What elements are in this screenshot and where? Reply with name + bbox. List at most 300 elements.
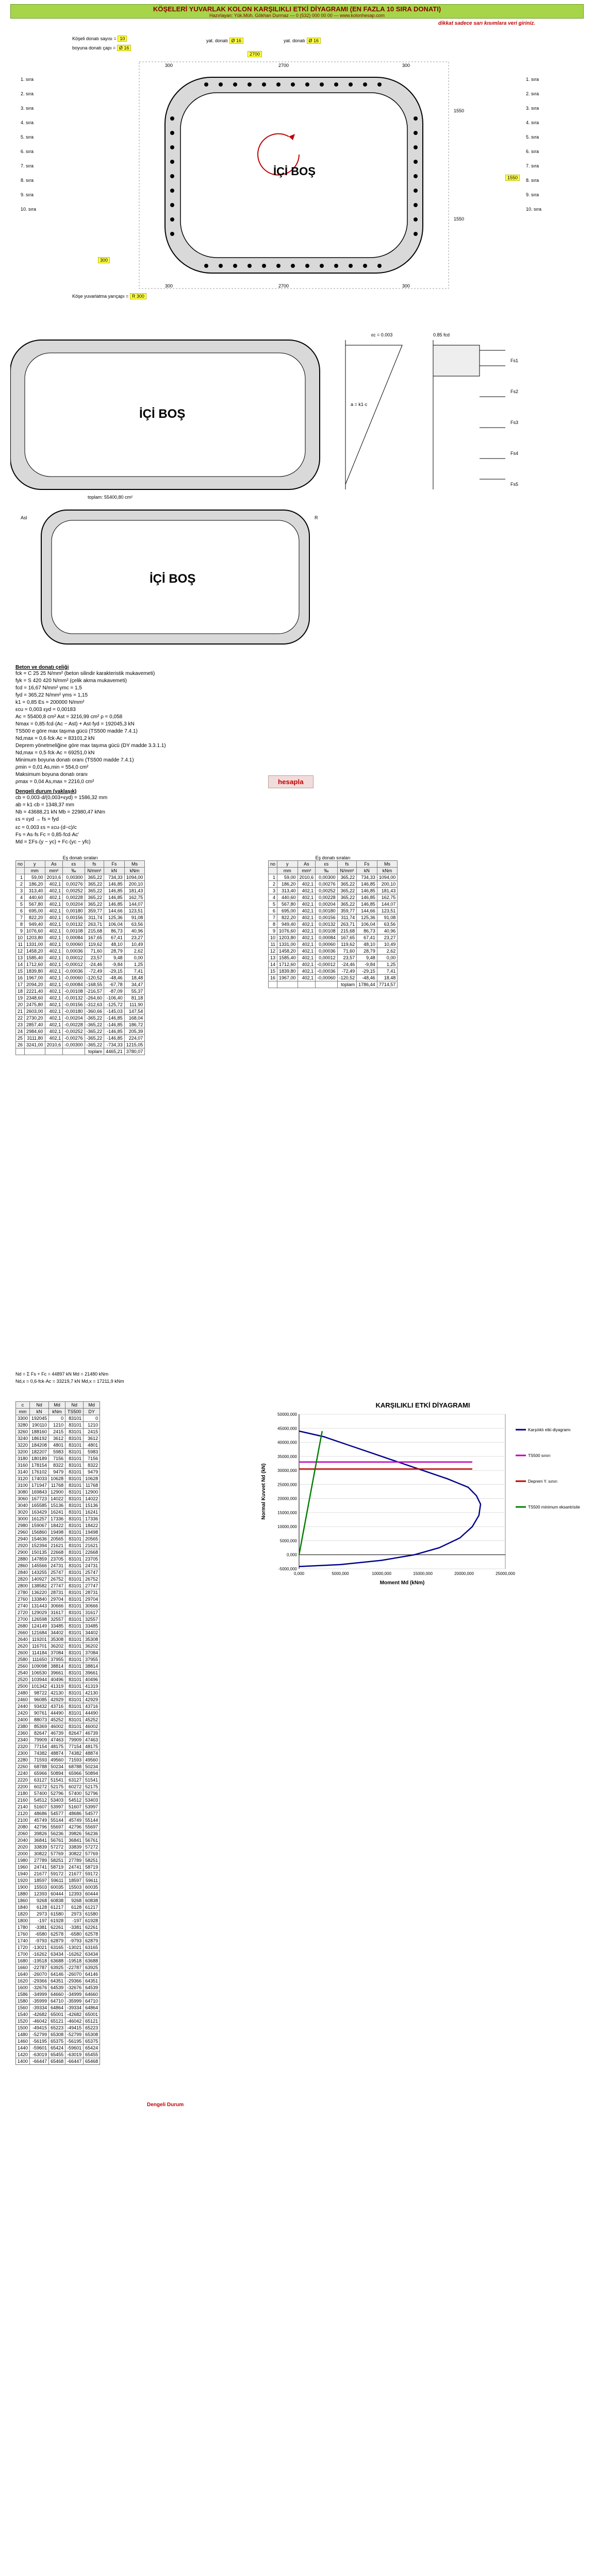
dim-label: 1550 [454, 216, 465, 222]
table-cell: 2010,6 [45, 874, 63, 881]
table-cell: 1 [16, 874, 25, 881]
table-cell: 17336 [84, 1516, 100, 1522]
total-value: 3780,07 [124, 1048, 145, 1055]
table-cell: 62879 [49, 1938, 65, 1944]
table-row [16, 1482, 100, 1489]
table-row [16, 1703, 100, 1710]
table-row [16, 1743, 100, 1750]
rebar-dot [414, 217, 418, 222]
table-cell: 32557 [84, 1616, 100, 1623]
table-cell: 2240 [16, 1770, 30, 1777]
table-cell: 23,57 [337, 955, 357, 961]
table-cell: 51607 [30, 1804, 49, 1810]
table-cell: 91,08 [124, 914, 145, 921]
table-cell: 71,60 [337, 948, 357, 955]
table-row [16, 1630, 100, 1636]
table-cell: -0,00180 [63, 1008, 85, 1015]
table-cell: 126598 [30, 1616, 49, 1623]
rebar-dot [414, 145, 418, 149]
table-row [16, 1496, 100, 1502]
table-cell: -63019 [65, 2052, 84, 2058]
table-cell: 1840 [16, 1904, 30, 1911]
balance-marker: Dengeli Durum [147, 2102, 184, 2108]
rebar-dot [219, 264, 223, 268]
table-cell: 61217 [84, 1904, 100, 1911]
table-cell: 51607 [65, 1804, 84, 1810]
table-cell: -6580 [65, 1931, 84, 1938]
table-cell: 64864 [84, 2005, 100, 2011]
result-line: Nd = Σ Fs + Fc = 44897 kN Md = 21480 kNm [15, 1371, 109, 1377]
table-cell: -19518 [30, 1958, 49, 1964]
table-cell: 402,1 [45, 1035, 63, 1042]
table-row [16, 1891, 100, 1897]
table-cell: 63925 [49, 1964, 65, 1971]
table-row [16, 1636, 100, 1643]
table-cell: -46042 [65, 2018, 84, 2025]
table-cell: 129029 [30, 1609, 49, 1616]
table-cell: 162,75 [377, 894, 398, 901]
table-cell: 0,00 [124, 955, 145, 961]
table-cell: 54512 [65, 1797, 84, 1804]
table-cell: 0,00060 [316, 941, 338, 948]
bar-diameter-input[interactable]: Ø 16 [117, 45, 131, 51]
column-header: Md [84, 1402, 100, 1409]
table-cell: 822,20 [25, 914, 45, 921]
column-unit: kN [30, 1409, 49, 1415]
table-cell: 36202 [49, 1643, 65, 1650]
table-cell: 36841 [30, 1837, 49, 1844]
table-cell: 83101 [65, 1469, 84, 1476]
table-cell: 734,33 [104, 874, 125, 881]
strain-center-label: İÇİ BOŞ [139, 407, 186, 421]
x-tick-label: 15000,000 [413, 1571, 433, 1576]
rebar-dot [262, 82, 266, 87]
column-unit: DY [84, 1409, 100, 1415]
stirrup-input[interactable]: 300 [98, 257, 110, 263]
table-cell: 19 [16, 995, 25, 1002]
table-row [16, 1489, 100, 1496]
table-cell: 57769 [84, 1851, 100, 1857]
table-cell: 1720 [16, 1944, 30, 1951]
table-cell: 63127 [30, 1777, 49, 1784]
table-row [269, 928, 398, 935]
table-cell: 27747 [84, 1583, 100, 1589]
table-cell: 27747 [49, 1583, 65, 1589]
y-tick-label: 5000,000 [279, 1538, 297, 1544]
table-cell: 402,1 [45, 941, 63, 948]
table-row [16, 1028, 145, 1035]
table-cell: 178154 [30, 1462, 49, 1469]
table-cell: 65424 [84, 2045, 100, 2052]
table-row [16, 928, 145, 935]
table-row [16, 995, 145, 1002]
table-cell: 109098 [30, 1663, 49, 1670]
table-cell: 111,90 [124, 1002, 145, 1008]
table-cell: 3140 [16, 1469, 30, 1476]
table-cell: 83101 [65, 1449, 84, 1455]
table-cell: 58719 [84, 1864, 100, 1871]
table-row [16, 1810, 100, 1817]
table-cell: 0,00252 [63, 888, 85, 894]
table-cell: 22 [16, 1015, 25, 1022]
table-cell: 147,54 [124, 1008, 145, 1015]
calc-line: Nd,max = 0,6·fck·Ac = 83101,2 kN [15, 736, 95, 741]
calc-line: Maksimum boyuna donatı oranı [15, 772, 88, 777]
table-cell: 402,1 [45, 1002, 63, 1008]
table-row [16, 1442, 100, 1449]
column-unit: kNm [377, 868, 398, 874]
table-cell: 1712,60 [277, 961, 298, 968]
table-row [16, 1509, 100, 1516]
table-cell: 2100 [16, 1817, 30, 1824]
table-cell: 1400 [16, 2058, 30, 2065]
table-cell: 0,00 [377, 955, 398, 961]
table-cell: 2780 [16, 1589, 30, 1596]
table-cell: 31617 [84, 1609, 100, 1616]
table-row [16, 1462, 100, 1469]
table-cell: 6 [16, 908, 25, 914]
table-cell: 7 [16, 914, 25, 921]
table-row [16, 1757, 100, 1764]
table-cell: -24,46 [337, 961, 357, 968]
rebar-dot [170, 116, 174, 121]
table-cell: 1 [269, 874, 277, 881]
table-cell: 2820 [16, 1576, 30, 1583]
table-cell: 15503 [30, 1884, 49, 1891]
table-cell: 119,62 [85, 941, 104, 948]
table-cell: 402,1 [45, 981, 63, 988]
table-cell: 1094,00 [377, 874, 398, 881]
table-cell: 146,85 [104, 894, 125, 901]
table-cell: 83101 [65, 1569, 84, 1576]
table-cell: 83101 [65, 1516, 84, 1522]
table-cell: 402,1 [298, 888, 316, 894]
table-row [16, 1536, 100, 1543]
table-cell: 65001 [49, 2011, 65, 2018]
table-cell: 83101 [65, 1596, 84, 1603]
table-cell: 83101 [65, 1603, 84, 1609]
table-cell: 3111,80 [25, 1035, 45, 1042]
table-cell: 19498 [49, 1529, 65, 1536]
table-cell: -59601 [65, 2045, 84, 2052]
table-cell: 1585,40 [25, 955, 45, 961]
table-cell: 1500 [16, 2025, 30, 2031]
table-row [16, 1429, 100, 1435]
table-cell: 28731 [84, 1589, 100, 1596]
table-cell: -0,00252 [63, 1028, 85, 1035]
table-cell: 163429 [30, 1509, 49, 1516]
rebar-dot [414, 160, 418, 164]
table-cell: 59611 [49, 1877, 65, 1884]
dim-label: 300 [165, 283, 173, 289]
table-cell: 0 [49, 1415, 65, 1422]
table-cell: 0,00060 [63, 941, 85, 948]
table-cell: 26 [16, 1042, 25, 1048]
table-cell: -56195 [65, 2038, 84, 2045]
table-cell: 39661 [49, 1670, 65, 1676]
dim-label: 2700 [278, 283, 289, 289]
table-cell: 1,25 [377, 961, 398, 968]
table-cell: 156860 [30, 1529, 49, 1536]
cover-input[interactable]: 10 [118, 36, 127, 42]
table-cell: 138582 [30, 1583, 49, 1589]
table-cell: 1458,20 [277, 948, 298, 955]
table-cell: 16241 [49, 1509, 65, 1516]
table-cell: -42682 [30, 2011, 49, 2018]
table-cell: -0,00060 [63, 975, 85, 981]
table-row [16, 1469, 100, 1476]
table-cell: 77154 [65, 1743, 84, 1750]
table-cell: 63434 [49, 1951, 65, 1958]
table-cell: 83101 [65, 1476, 84, 1482]
table-cell: 0 [84, 1415, 100, 1422]
table-row [16, 874, 145, 881]
table-cell: 15136 [49, 1502, 65, 1509]
table-cell: 25747 [49, 1569, 65, 1576]
table-cell: 2,62 [377, 948, 398, 955]
table-cell: 311,74 [85, 914, 104, 921]
table-cell: 14022 [84, 1496, 100, 1502]
table-cell: 3060 [16, 1496, 30, 1502]
table-cell: 402,1 [45, 948, 63, 955]
h-input[interactable]: 1550 [505, 175, 520, 181]
table-cell: 2900 [16, 1549, 30, 1556]
table-cell: 2400 [16, 1717, 30, 1723]
table-cell: 83101 [65, 1663, 84, 1670]
table-row [16, 1857, 100, 1864]
table-cell: 10628 [49, 1476, 65, 1482]
table-cell: 65121 [84, 2018, 100, 2025]
table-row [16, 1851, 100, 1857]
table-cell: -35999 [65, 1998, 84, 2005]
table-cell: 65468 [49, 2058, 65, 2065]
radius-input[interactable]: R 300 [130, 293, 146, 299]
table-cell: 83101 [65, 1697, 84, 1703]
table-cell: -32676 [30, 1985, 49, 1991]
table-cell: 169843 [30, 1489, 49, 1496]
table-cell: -312,63 [85, 1002, 104, 1008]
table-cell: 402,1 [45, 928, 63, 935]
table-cell: 33485 [84, 1623, 100, 1630]
table-cell: -197 [30, 1918, 49, 1924]
table-cell: 1839,80 [277, 968, 298, 975]
table-cell: 145566 [30, 1563, 49, 1569]
table-cell: 79909 [30, 1737, 49, 1743]
table-cell: 402,1 [45, 995, 63, 1002]
table-row [16, 1656, 100, 1663]
table-cell: 2740 [16, 1603, 30, 1609]
table-cell: 44490 [49, 1710, 65, 1717]
table-cell: 123,51 [124, 908, 145, 914]
rebar-dot [170, 160, 174, 164]
table-cell: 2620 [16, 1643, 30, 1650]
table-cell: 71593 [30, 1757, 49, 1764]
top-width-input[interactable]: 2700 [248, 51, 262, 57]
table-cell: 3160 [16, 1462, 30, 1469]
y-tick-label: -5000,000 [278, 1567, 297, 1571]
lower-left-label: Asl [21, 515, 27, 520]
table-cell: 68788 [30, 1764, 49, 1770]
table-row [269, 908, 398, 914]
table-cell: 402,1 [45, 888, 63, 894]
table-cell: 402,1 [45, 975, 63, 981]
table-cell: 16241 [84, 1509, 100, 1516]
rebar-table-right [268, 855, 398, 988]
column-header: Nd [65, 1402, 84, 1409]
interaction-chart [258, 1401, 588, 1597]
table-cell: 90761 [30, 1710, 49, 1717]
table-cell: 23,27 [377, 935, 398, 941]
table-cell: 1210 [49, 1422, 65, 1429]
table-cell: 1076,60 [277, 928, 298, 935]
table-cell: -9,84 [104, 961, 125, 968]
table-cell: -0,00060 [316, 975, 338, 981]
table-cell: 65121 [49, 2018, 65, 2025]
table-cell: 42130 [49, 1690, 65, 1697]
table-row [16, 1784, 100, 1790]
table-cell: 2603,00 [25, 1008, 45, 1015]
table-cell: 50234 [84, 1764, 100, 1770]
table-cell: 263,71 [337, 921, 357, 928]
table-row [16, 1522, 100, 1529]
x-tick-label: 0,000 [293, 1571, 305, 1576]
table-cell: 1700 [16, 1951, 30, 1958]
table-cell: 57400 [65, 1790, 84, 1797]
dim-label: 300 [402, 283, 410, 289]
column-unit: kNm [49, 1409, 65, 1415]
table-cell: 12393 [30, 1891, 49, 1897]
table-cell: 13 [269, 955, 277, 961]
table-cell: 402,1 [45, 894, 63, 901]
rebar-dot [204, 82, 208, 87]
table-cell: 162,75 [124, 894, 145, 901]
table-cell: 14 [269, 961, 277, 968]
table-cell: 174033 [30, 1476, 49, 1482]
column-header: Fs [357, 861, 377, 868]
table-cell: 65424 [49, 2045, 65, 2052]
calc-line: Ac = 55400,8 cm² Ast = 3216,99 cm² ρ = 0,058 [15, 714, 123, 720]
table-row [16, 1609, 100, 1616]
table-cell: 52796 [49, 1790, 65, 1797]
table-row [269, 948, 398, 955]
calculate-button[interactable]: hesapla [268, 775, 314, 788]
table-row [16, 894, 145, 901]
table-cell: 136220 [30, 1589, 49, 1596]
table-cell: 311,74 [337, 914, 357, 921]
strain-drawing [10, 330, 583, 649]
table-cell: 56236 [49, 1831, 65, 1837]
table-cell: -146,85 [104, 1015, 125, 1022]
column-unit: mm² [45, 868, 63, 874]
table-cell: 0,00132 [316, 921, 338, 928]
table-row [16, 1750, 100, 1757]
y-tick-label: 0,000 [286, 1552, 297, 1557]
table-cell: -120,52 [337, 975, 357, 981]
table-cell: 52175 [49, 1784, 65, 1790]
table-cell: 1967,00 [25, 975, 45, 981]
column-header: y [25, 861, 45, 868]
table-cell: 567,80 [25, 901, 45, 908]
table-row [16, 1777, 100, 1784]
table-cell: 82647 [30, 1730, 49, 1737]
table-cell: 2984,60 [25, 1028, 45, 1035]
table-cell: 0,00012 [316, 955, 338, 961]
table-cell: 10,49 [377, 941, 398, 948]
table-cell: 48175 [84, 1743, 100, 1750]
table-row [269, 901, 398, 908]
table-cell: 65223 [49, 2025, 65, 2031]
table-cell: 13 [16, 955, 25, 961]
table-cell: 2760 [16, 1596, 30, 1603]
table-cell: 1440 [16, 2045, 30, 2052]
table-cell: 53997 [84, 1804, 100, 1810]
rebar-dot [170, 145, 174, 149]
column-header: Fs [104, 861, 125, 868]
height-input[interactable]: Ø 16 [307, 38, 321, 44]
table-cell: 30822 [65, 1851, 84, 1857]
table-cell: 147859 [30, 1556, 49, 1563]
table-cell: 57769 [49, 1851, 65, 1857]
table-cell: 65455 [84, 2052, 100, 2058]
table-cell: 52175 [84, 1784, 100, 1790]
table-cell: -146,85 [104, 1022, 125, 1028]
table-cell: 39826 [30, 1831, 49, 1837]
table-cell: 402,1 [298, 928, 316, 935]
table-cell: -9793 [65, 1938, 84, 1944]
table-cell: -39334 [65, 2005, 84, 2011]
table-cell: 2 [16, 881, 25, 888]
table-cell: 1967,00 [277, 975, 298, 981]
rebar-dot [414, 232, 418, 236]
table-cell: 29704 [84, 1596, 100, 1603]
y-tick-label: 15000,000 [277, 1510, 297, 1515]
table-cell: 60444 [84, 1891, 100, 1897]
table-cell: 1560 [16, 2005, 30, 2011]
table-cell: 57400 [30, 1790, 49, 1797]
table-cell: 21677 [30, 1871, 49, 1877]
table-cell: 24741 [30, 1864, 49, 1871]
table-cell: 63688 [49, 1958, 65, 1964]
table-cell: 2973 [30, 1911, 49, 1918]
table-cell: 11 [16, 941, 25, 948]
table-cell: 2560 [16, 1663, 30, 1670]
table-cell: 2348,60 [25, 995, 45, 1002]
table-row [16, 955, 145, 961]
section-cross-section [10, 31, 583, 319]
table-cell: 98722 [30, 1690, 49, 1697]
table-cell: 146,85 [357, 894, 377, 901]
legend-label: Karşılıklı etki diyagramı [528, 1428, 571, 1432]
table-cell: 64539 [49, 1985, 65, 1991]
table-cell: 0,00252 [316, 888, 338, 894]
table-cell: 402,1 [45, 955, 63, 961]
table-cell: 21621 [49, 1543, 65, 1549]
table-cell: -49415 [65, 2025, 84, 2031]
table-cell: 1586 [16, 1991, 30, 1998]
table-row [16, 1543, 100, 1549]
table-cell: 2360 [16, 1730, 30, 1737]
table-cell: 83101 [65, 1676, 84, 1683]
width-input[interactable]: Ø 16 [229, 38, 244, 44]
table-cell: 16 [16, 975, 25, 981]
table-cell: 116701 [30, 1643, 49, 1650]
table-row [16, 1663, 100, 1670]
table-row [16, 1643, 100, 1650]
table-cell: 77154 [30, 1743, 49, 1750]
table-cell: 402,1 [45, 1015, 63, 1022]
table-cell: -365,22 [85, 1042, 104, 1048]
total-value: 1786,44 [357, 981, 377, 988]
